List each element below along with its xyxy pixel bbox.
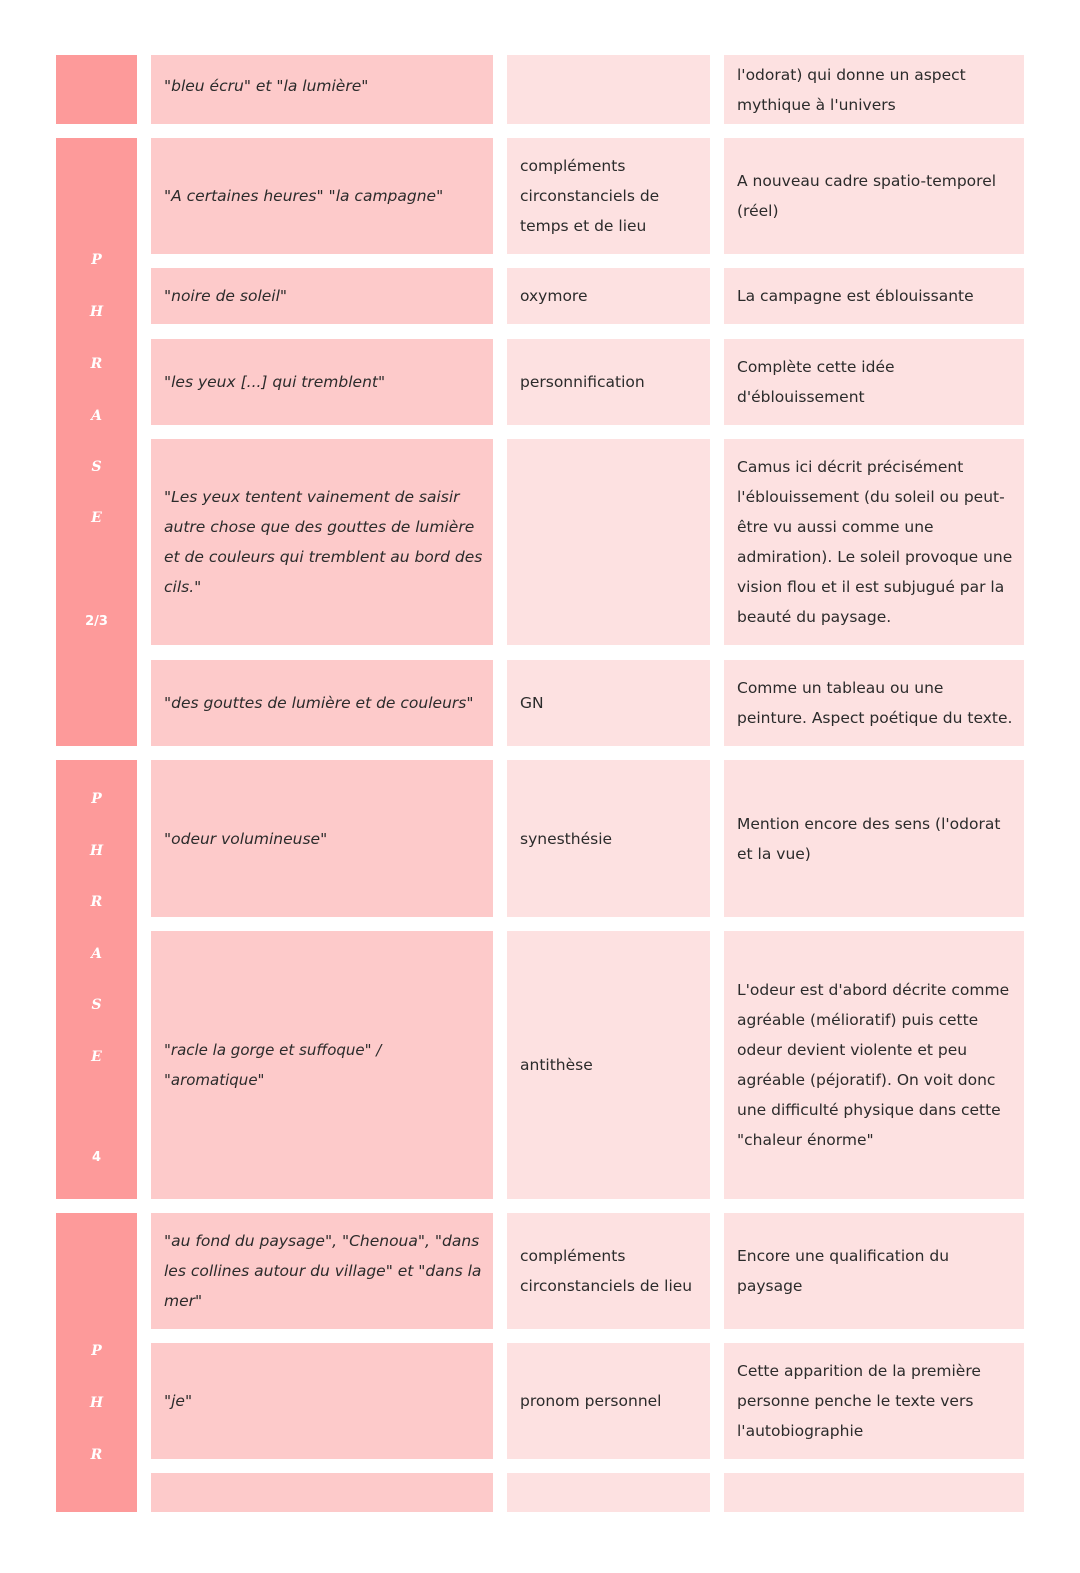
quote-cell [151,268,493,324]
side-letter: A [91,408,102,424]
figure-cell [507,1343,710,1459]
quote-text: "des gouttes de lumière et de couleurs" [164,694,474,712]
figure-cell [507,760,710,917]
side-letter: S [91,997,102,1013]
side-letter: R [90,356,103,372]
interpretation-cell [724,660,1024,746]
interpretation-cell [724,1473,1024,1512]
interpretation-cell [724,760,1024,917]
figure-text: compléments circonstanciels de lieu [520,1247,693,1295]
interpretation-cell [724,268,1024,324]
side-letter: R [90,1447,103,1463]
interpretation-text: L'odeur est d'abord décrite comme agréable (mélioratif) puis cette odeur devient violente et peu agréable (péjoratif). On voit donc une difficulté physique dans cette "chaleur énorme" [737,981,1010,1149]
side-letter: H [89,304,104,320]
side-block-phrase-4 [56,760,137,1199]
quote-text: "au fond du paysage", "Chenoua", "dans les collines autour du village" et "dans la mer" [164,1232,482,1310]
interpretation-cell [724,339,1024,425]
side-block-phrase-2-3 [56,138,137,746]
quote-text: "odeur volumineuse" [164,829,328,848]
quote-cell [151,931,493,1199]
interpretation-text: Complète cette idée d'éblouissement [737,358,895,406]
side-letter: P [91,252,102,268]
interpretation-cell [724,1343,1024,1459]
side-block-phrase-next [56,1213,137,1512]
quote-text: "bleu écru" et "la lumière" [164,77,369,95]
side-letter: E [91,1049,102,1065]
side-letter: H [89,843,104,859]
figure-cell [507,931,710,1199]
side-letter: R [90,894,103,910]
figure-text: pronom personnel [520,1392,662,1410]
interpretation-cell [724,931,1024,1199]
figure-cell [507,660,710,746]
figure-text: compléments circonstanciels de temps et de lieu [520,157,660,235]
interpretation-cell [724,138,1024,254]
interpretation-cell [724,1213,1024,1329]
side-letter: E [91,510,102,526]
quote-cell [151,138,493,254]
figure-cell [507,268,710,324]
side-letter: P [91,791,102,807]
quote-text: "je" [164,1392,193,1410]
quote-cell [151,1213,493,1329]
side-label: 2/3 [85,614,108,629]
figure-text: synesthésie [520,829,613,848]
quote-cell [151,760,493,917]
quote-text: "A certaines heures" "la campagne" [164,187,444,205]
quote-cell [151,439,493,645]
side-block-1 [56,55,137,124]
side-label: 4 [91,1150,102,1165]
interpretation-text: Mention encore des sens (l'odorat et la vue) [737,814,1001,863]
side-letter: H [89,1395,104,1411]
figure-cell [507,339,710,425]
figure-cell [507,138,710,254]
interpretation-cell [724,55,1024,124]
quote-text: "racle la gorge et suffoque" / "aromatique" [164,1041,382,1089]
figure-cell [507,1213,710,1329]
interpretation-cell [724,439,1024,645]
interpretation-text: La campagne est éblouissante [737,287,974,305]
figure-cell [507,439,710,645]
quote-text: "Les yeux tentent vainement de saisir autre chose que des gouttes de lumière et de couleurs qui tremblent au bord des cils." [164,488,483,596]
side-letter: S [91,459,102,475]
interpretation-text: Cette apparition de la première personne penche le texte vers l'autobiographie [737,1362,981,1440]
quote-cell [151,1343,493,1459]
figure-text: antithèse [520,1056,593,1074]
quote-cell [151,339,493,425]
quote-cell [151,660,493,746]
quote-cell [151,55,493,124]
interpretation-text: l'odorat) qui donne un aspect mythique à l'univers [737,65,966,114]
quote-cell [151,1473,493,1512]
interpretation-text: Camus ici décrit précisément l'éblouissement (du soleil ou peut-être vu aussi comme une admiration). Le soleil provoque une vision flou et il est subjugué par la beauté du paysage. [737,458,1013,626]
interpretation-text: Encore une qualification du paysage [737,1247,950,1295]
figure-cell [507,1473,710,1512]
figure-text: oxymore [520,287,588,305]
quote-text: "les yeux [...] qui tremblent" [164,373,386,391]
figure-cell [507,55,710,124]
figure-text: personnification [520,373,645,391]
side-letter: P [91,1343,102,1359]
side-letter: A [91,946,102,962]
interpretation-text: A nouveau cadre spatio-temporel (réel) [737,172,997,220]
interpretation-text: Comme un tableau ou une peinture. Aspect poétique du texte. [737,679,1013,727]
quote-text: "noire de soleil" [164,287,288,305]
figure-text: GN [520,694,544,712]
